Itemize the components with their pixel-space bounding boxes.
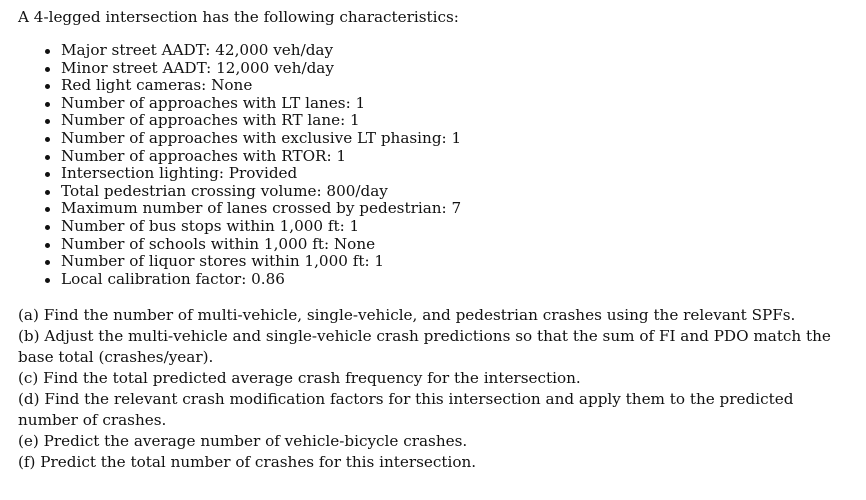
list-item: Minor street AADT: 12,000 veh/day [61,60,461,78]
question-e: (e) Predict the average number of vehicle-bicycle crashes. [18,432,468,450]
bullet-icon [45,260,50,265]
list-item: Number of approaches with exclusive LT phasing: 1 [61,130,461,148]
bullet-icon [45,137,50,142]
list-item: Number of liquor stores within 1,000 ft: 1 [61,253,461,271]
bullet-icon [45,190,50,195]
bullet-icon [45,84,50,89]
list-item: Red light cameras: None [61,77,461,95]
question-f: (f) Predict the total number of crashes for this intersection. [18,453,477,471]
question-c: (c) Find the total predicted average crash frequency for the intersection. [18,369,581,387]
characteristics-list [61,42,461,288]
list-item: Major street AADT: 42,000 veh/day [61,42,461,60]
list-item: Intersection lighting: Provided [61,165,461,183]
question-a: (a) Find the number of multi-vehicle, single-vehicle, and pedestrian crashes using the relevant SPFs. [18,306,796,324]
list-item: Total pedestrian crossing volume: 800/day [61,183,461,201]
bullet-icon [45,102,50,107]
bullet-icon [45,49,50,54]
list-item: Local calibration factor: 0.86 [61,271,461,289]
question-d: (d) Find the relevant crash modification factors for this intersection and apply them to the predicted number of crashes. [18,390,794,429]
list-item: Number of bus stops within 1,000 ft: 1 [61,218,461,236]
bullet-icon [45,207,50,212]
intro-text: A 4-legged intersection has the following characteristics: [18,8,459,26]
question-b: (b) Adjust the multi-vehicle and single-vehicle crash predictions so that the sum of FI and PDO match the base total (crashes/year). [18,327,831,366]
list-item: Number of approaches with RTOR: 1 [61,148,461,166]
bullet-icon [45,243,50,248]
list-item: Number of approaches with LT lanes: 1 [61,95,461,113]
bullet-icon [45,67,50,72]
bullet-icon [45,225,50,230]
bullet-icon [45,172,50,177]
bullet-icon [45,278,50,283]
list-item: Number of approaches with RT lane: 1 [61,112,461,130]
questions-list [18,305,853,473]
list-item: Number of schools within 1,000 ft: None [61,236,461,254]
bullet-icon [45,119,50,124]
list-item: Maximum number of lanes crossed by pedestrian: 7 [61,200,461,218]
bullet-icon [45,155,50,160]
